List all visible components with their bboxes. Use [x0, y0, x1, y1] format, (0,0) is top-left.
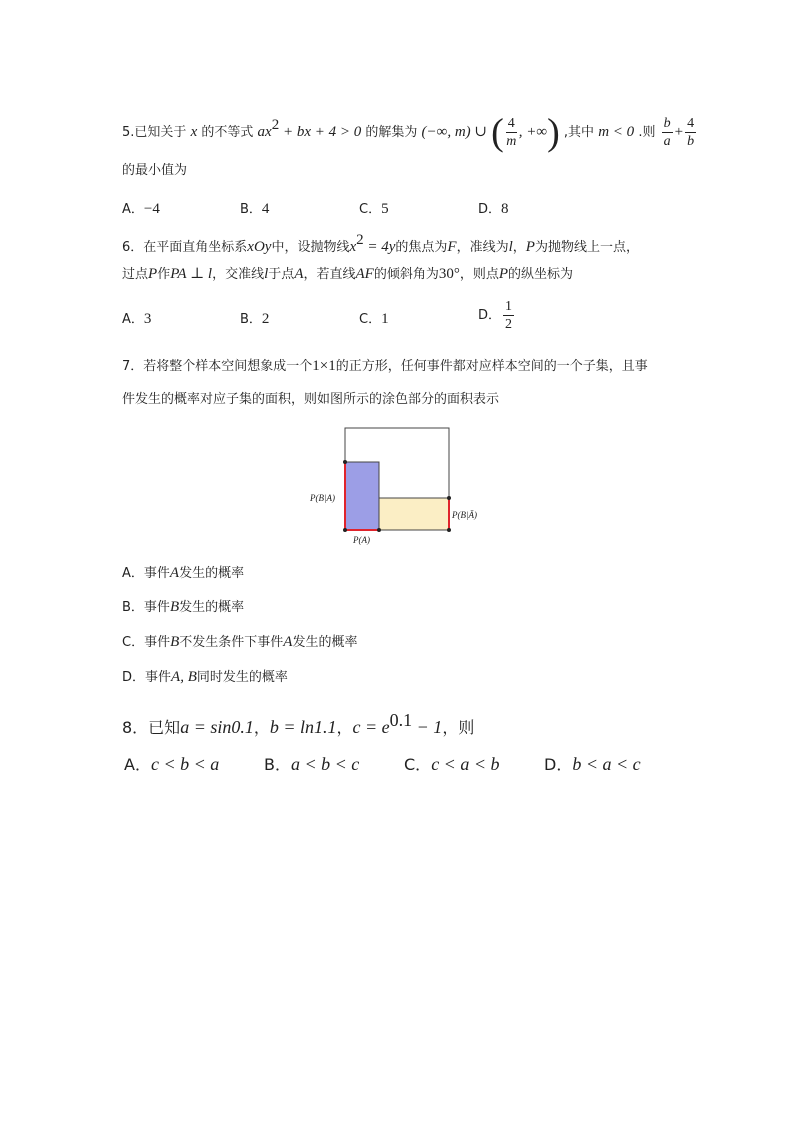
q8-option-b[interactable]: B．a < b < c: [264, 754, 360, 774]
vertex-dot: [377, 528, 381, 532]
q5-option-b[interactable]: B．4: [240, 201, 270, 217]
q6-option-c[interactable]: C．1: [359, 311, 389, 327]
q6-line2: 过点P作PA ⊥ l，交准线l于点A，若直线AF的倾斜角为30°，则点P的纵坐标为: [122, 266, 574, 282]
vertex-dot: [343, 528, 347, 532]
q6-line1: 6．在平面直角坐标系xOy中，设抛物线$x^2 = 4y$的焦点为F，准线为l，P为抛物线上一点，: [122, 232, 639, 255]
shaded-region-blue: [345, 462, 379, 530]
label-p-b-given-a: P(B|A): [310, 493, 335, 503]
fraction-b-over-a: $\frac{b}{a}$: [663, 116, 671, 149]
q5-number: 5: [122, 125, 131, 140]
shaded-region-yellow: [379, 498, 449, 530]
q7-option-d[interactable]: D．事件A, B同时发生的概率: [122, 669, 288, 685]
q5-option-d[interactable]: D．8: [478, 201, 509, 217]
q5-option-a[interactable]: A．−4: [122, 201, 160, 217]
label-p-a: P(A): [353, 535, 370, 545]
q6-option-b[interactable]: B．2: [240, 311, 270, 327]
q5-line2: 的最小值为: [122, 163, 188, 178]
label-p-b-given-not-a: P(B|Ā): [452, 510, 477, 520]
q5-line1: 5.已知关于 x 的不等式 $ax^2$ + bx + 4 > 0 的解集为 (−∞, m) ∪ ( $\frac{4}{m}$ , +∞) ,其中 m < 0 .则 $\frac{b}{a}$ + $\frac{4}{b}$: [122, 111, 695, 154]
vertex-dot: [343, 460, 347, 464]
q7-line1: 7．若将整个样本空间想象成一个1×1的正方形，任何事件都对应样本空间的一个子集，且事: [122, 358, 648, 374]
q7-option-c[interactable]: C．事件B不发生条件下事件A发生的概率: [122, 634, 358, 650]
q8-option-a[interactable]: A．c < b < a: [124, 754, 220, 774]
q5-option-c[interactable]: C．5: [359, 201, 389, 217]
q7-option-b[interactable]: B．事件B发生的概率: [122, 599, 245, 615]
probability-area-figure: [300, 420, 500, 550]
q8-line1: 8．已知a = sin0.1，b = ln1.1，$c = e^{0.1} - 1$，则: [122, 710, 475, 737]
q6-option-a[interactable]: A．3: [122, 311, 152, 327]
q7-option-a[interactable]: A．事件A发生的概率: [122, 565, 245, 581]
vertex-dot: [447, 496, 451, 500]
fraction-4-over-m: $\frac{4}{m}$: [506, 116, 517, 149]
q8-option-c[interactable]: C．c < a < b: [404, 754, 500, 774]
vertex-dot: [447, 528, 451, 532]
q6-option-d[interactable]: D． $\frac{1}{2}$: [478, 299, 513, 332]
q7-line2: 件发生的概率对应子集的面积，则如图所示的涂色部分的面积表示: [122, 392, 500, 407]
fraction-4-over-b: $\frac{4}{b}$: [687, 116, 695, 149]
q8-option-d[interactable]: D．b < a < c: [544, 754, 641, 774]
